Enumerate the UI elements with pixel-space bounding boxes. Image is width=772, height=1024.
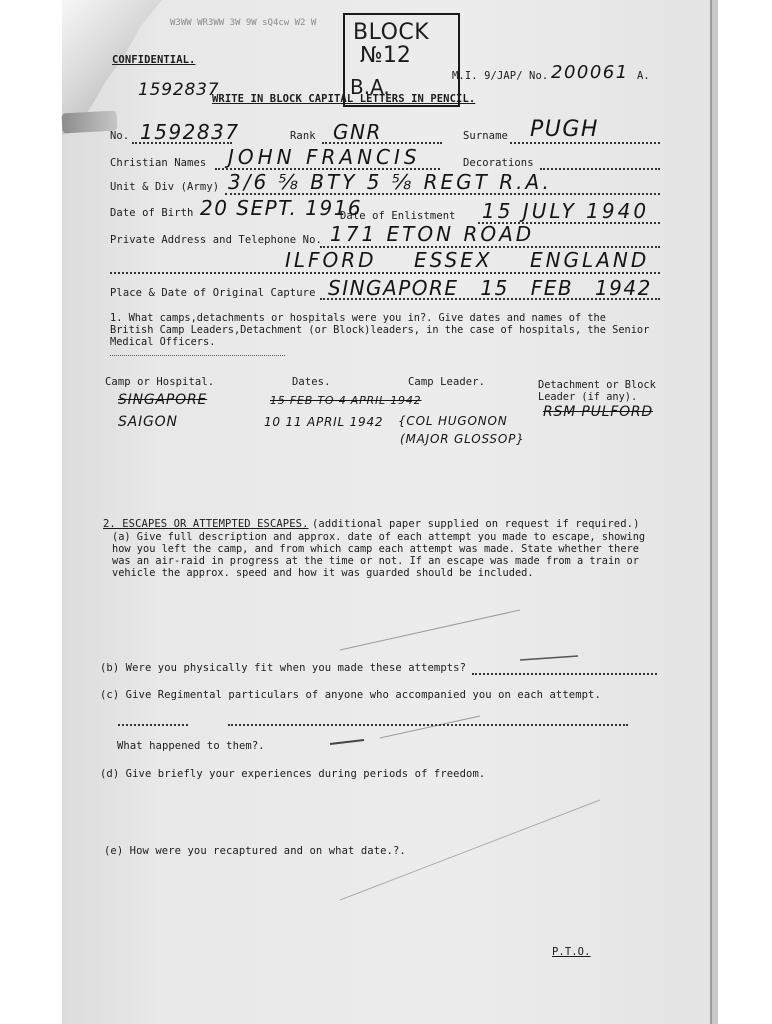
q2c-dots-2 [228, 724, 628, 726]
question-2c-text: (c) Give Regimental particulars of anyone who accompanied you on each attempt. [100, 689, 601, 701]
unit-value: 3/6 ⅝ BTY 5 ⅝ REGT R.A. [228, 170, 552, 194]
unit-label: Unit & Div (Army) [110, 181, 220, 193]
rank-value: GNR [333, 120, 382, 144]
question-2b-text: (b) Were you physically fit when you made these attempts? [100, 662, 467, 674]
column-dates: Dates. [292, 376, 331, 388]
pencil-stroke-3 [330, 740, 364, 744]
mi-number: 200061 [551, 62, 629, 83]
birth-label: Date of Birth [110, 207, 194, 219]
surname-value: PUGH [530, 117, 599, 142]
pto-label: P.T.O. [552, 946, 591, 958]
address-label: Private Address and Telephone No. [110, 234, 322, 246]
row2-camp: SAIGON [118, 414, 178, 430]
row1-detachment: RSM PULFORD [543, 404, 654, 420]
question-2a-text: (a) Give full description and approx. date of each attempt you made to escape, showing how you left the camp, and from which camp each attempt was made. State whether there was an air-raid in progress at the time or not. If an escape was made from a train or vehicle the approx. speed and how it was guarded should be included. [112, 531, 646, 579]
address-value-2: ILFORD ESSEX ENGLAND [285, 248, 650, 272]
enlistment-value: 15 JULY 1940 [482, 199, 650, 223]
birth-value: 20 SEPT. 1916 [200, 196, 363, 220]
mi-suffix: A. [637, 70, 650, 82]
column-camp-leader: Camp Leader. [408, 376, 486, 388]
mi-label: M.I. 9/JAP/ No. [452, 70, 549, 82]
question-2c-followup: What happened to them?. [117, 740, 265, 752]
question-2-heading-note: (additional paper supplied on request if required.) [312, 518, 640, 530]
decorations-label: Decorations [463, 157, 534, 169]
faint-header-text: W3WW WR3WW 3W 9W sQ4cw W2 W [170, 18, 317, 28]
question-2-heading: 2. ESCAPES OR ATTEMPTED ESCAPES. [103, 518, 309, 530]
pencil-stroke-1 [340, 610, 520, 650]
row2-leader-1: {COL HUGONON [398, 414, 508, 428]
stamp-line-1: BLOCK [353, 20, 430, 45]
column-camp: Camp or Hospital. [105, 376, 215, 388]
pencil-stroke-2 [520, 656, 578, 660]
row2-dates: 10 11 APRIL 1942 [264, 415, 384, 429]
question-1-text: 1. What camps,detachments or hospitals were you in?. Give dates and names of the British Camp Leaders,Detachment (or Block)leaders, in the case of hospitals, the Senior Medical Officers. [110, 312, 650, 348]
christian-names-value: JOHN FRANCIS [228, 145, 421, 169]
question-2d-text: (d) Give briefly your experiences during periods of freedom. [100, 768, 486, 780]
row1-dates: 15 FEB TO 4 APRIL 1942 [270, 394, 422, 407]
capture-value: SINGAPORE 15 FEB 1942 [328, 276, 652, 300]
no-label: No. [110, 130, 130, 142]
no-value: 1592837 [140, 120, 240, 144]
address-value-1: 171 ETON ROAD [330, 222, 535, 246]
rank-label: Rank [290, 130, 316, 142]
q2c-dots-1 [118, 724, 188, 726]
capture-label: Place & Date of Original Capture [110, 287, 316, 299]
question-2e-text: (e) How were you recaptured and on what date.?. [104, 845, 406, 857]
row1-camp: SINGAPORE [118, 392, 208, 408]
reference-number: 1592837 [138, 80, 220, 100]
column-detachment: Detachment or Block Leader (if any). [538, 379, 656, 403]
surname-label: Surname [463, 130, 508, 142]
row2-leader-2: (MAJOR GLOSSOP} [400, 432, 525, 446]
stamp-line-2: №12 [360, 43, 411, 68]
christian-names-label: Christian Names [110, 157, 207, 169]
stamp-line-3: B.A. [350, 75, 390, 99]
enlistment-label: Date of Enlistment [340, 210, 456, 222]
instruction-text: WRITE IN BLOCK CAPITAL LETTERS IN PENCIL. [212, 93, 476, 105]
confidential-label: CONFIDENTIAL. [112, 54, 196, 66]
q2b-dots [472, 673, 657, 675]
pencil-stroke-4 [380, 716, 480, 738]
